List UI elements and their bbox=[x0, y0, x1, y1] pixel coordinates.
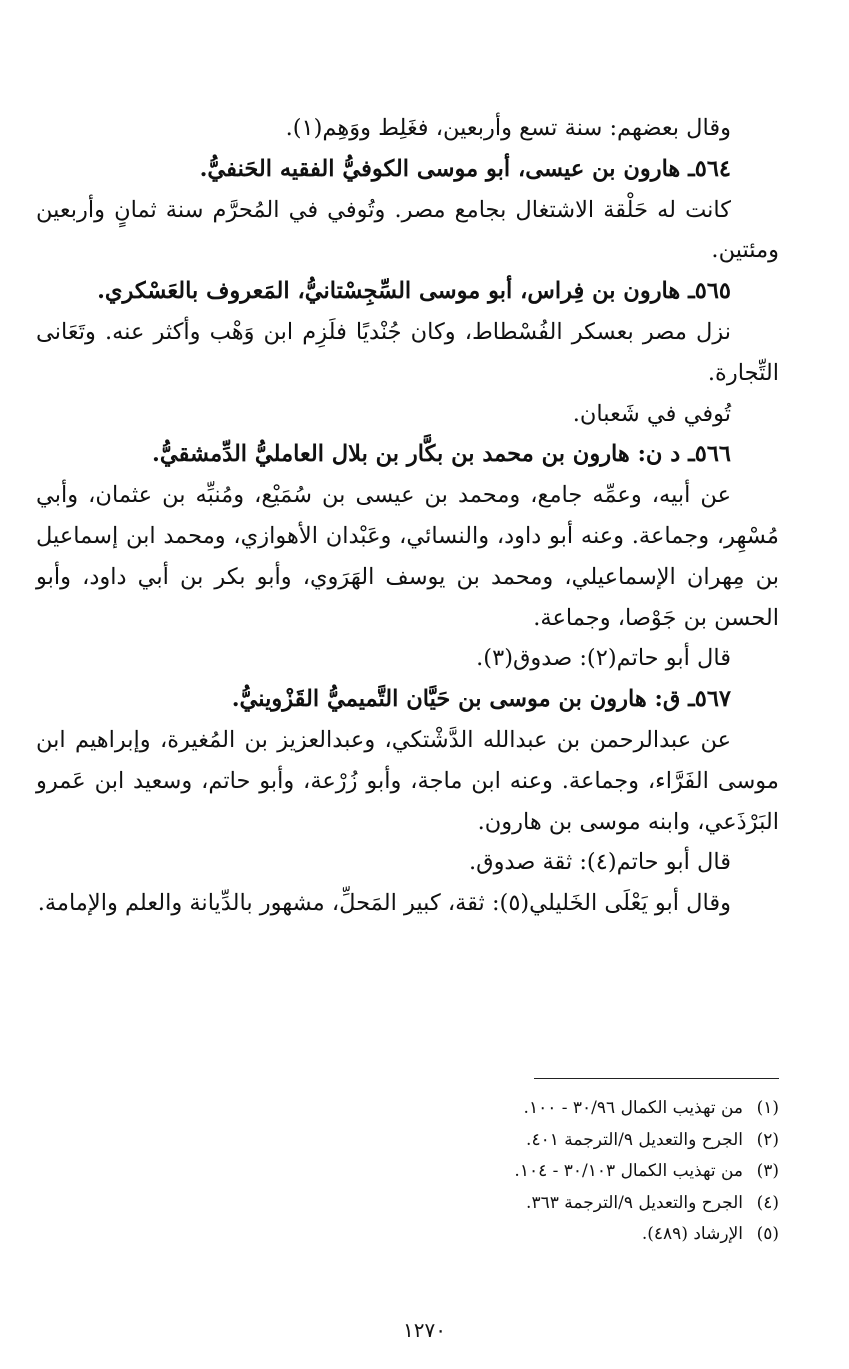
entry-heading-565 bbox=[36, 271, 779, 312]
entry-number: ٥٦٥ـ bbox=[688, 278, 731, 305]
entry-number: ٥٦٧ـ bbox=[688, 686, 731, 713]
footnote-number: (١) bbox=[756, 1098, 779, 1118]
main-text bbox=[36, 108, 779, 924]
paragraph: تُوفي في شَعبان. bbox=[572, 400, 731, 427]
footnote-separator bbox=[534, 1078, 779, 1079]
footnote-text: الإرشاد (٤٨٩). bbox=[641, 1224, 743, 1244]
entry-heading-564 bbox=[36, 149, 779, 190]
footnote-number: (٥) bbox=[756, 1224, 779, 1244]
footnote bbox=[279, 1093, 779, 1125]
footnote-text: الجرح والتعديل ٩/الترجمة ٤٠١. bbox=[526, 1129, 743, 1150]
footnote-number: (٣) bbox=[756, 1161, 779, 1181]
footnote bbox=[279, 1219, 779, 1251]
footnotes bbox=[279, 1093, 779, 1251]
entry-number: ٥٦٤ـ bbox=[688, 155, 731, 182]
paragraph: قال أبو حاتم(٢): صدوق(٣). bbox=[476, 645, 731, 672]
footnote-number: (٤) bbox=[756, 1192, 779, 1213]
entry-title: هارون بن فِراس، أبو موسى السِّجِسْتانيُّ، المَعروف بالعَسْكري. bbox=[97, 278, 681, 305]
entry-heading-566 bbox=[36, 434, 779, 475]
paragraph: نزل مصر بعسكر الفُسْطاط، وكان جُنْديًا فلَزِم ابن وَهْب وأكثر عنه. وتَعَانى التِّجارة. bbox=[36, 318, 779, 386]
paragraph: وقال بعضهم: سنة تسع وأربعين، فغَلِط ووَهِم(١). bbox=[285, 115, 731, 141]
entry-title: د ن: هارون بن محمد بن بكَّار بن بلال العامليُّ الدِّمشقيُّ. bbox=[152, 441, 681, 468]
paragraph: كانت له حَلْقة الاشتغال بجامع مصر. وتُوفي في المُحرَّم سنة ثمانٍ وأربعين ومئتين. bbox=[36, 196, 779, 264]
footnote-text: من تهذيب الكمال ٣٠/١٠٣ - ١٠٤. bbox=[514, 1161, 743, 1181]
footnote bbox=[279, 1188, 779, 1220]
paragraph: قال أبو حاتم(٤): ثقة صدوق. bbox=[468, 849, 731, 876]
paragraph: عن عبدالرحمن بن عبدالله الدَّشْتكي، وعبدالعزيز بن المُغيرة، وإبراهيم ابن موسى الفَرَّاء، وجماعة. وعنه ابن ماجة، وأبو زُرْعة، وأبو حاتم، وسعيد ابن عَمرو البَرْذَعي، وابنه موسى بن هارون. bbox=[36, 726, 779, 835]
entry-title: ق: هارون بن موسى بن حَيَّان التَّميميُّ القَزْوينيُّ. bbox=[231, 686, 681, 713]
footnote-number: (٢) bbox=[756, 1129, 779, 1150]
footnote bbox=[279, 1156, 779, 1188]
entry-number: ٥٦٦ـ bbox=[688, 441, 731, 468]
paragraph: وقال أبو يَعْلَى الخَليلي(٥): ثقة، كبير المَحلِّ، مشهور بالدِّيانة والعلم والإمامة. bbox=[37, 890, 731, 917]
paragraph: عن أبيه، وعمِّه جامع، ومحمد بن عيسى بن سُمَيْع، ومُنبِّه بن عثمان، وأبي مُسْهِر، وجماعة. وعنه أبو داود، والنسائي، وعَبْدان الأهوازي، ومحمد ابن إسماعيل بن مِهران الإسماعيلي، ومحمد بن يوسف الهَرَوي، وأبو بكر بن أبي داود، وأبو الحسن بن جَوْصا، وجماعة. bbox=[36, 482, 779, 631]
footnote bbox=[279, 1125, 779, 1157]
page-number: ١٢٧٠ bbox=[403, 1318, 446, 1342]
entry-heading-567 bbox=[36, 679, 779, 720]
footnote-text: الجرح والتعديل ٩/الترجمة ٣٦٣. bbox=[526, 1192, 743, 1213]
footnote-text: من تهذيب الكمال ٣٠/٩٦ - ١٠٠. bbox=[523, 1098, 743, 1118]
entry-title: هارون بن عيسى، أبو موسى الكوفيُّ الفقيه الحَنفيُّ. bbox=[199, 155, 681, 182]
